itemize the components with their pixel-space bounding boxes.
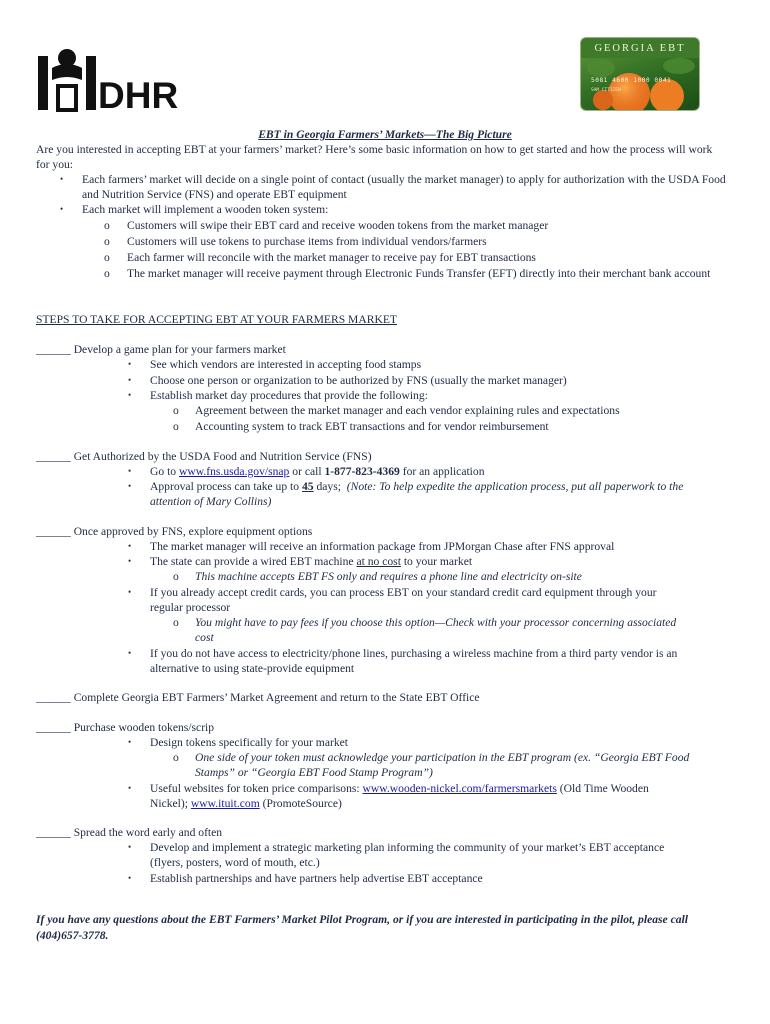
step-1-bullet: Establish market day procedures that provide the following: <box>150 389 428 402</box>
dhr-emblem-icon <box>36 46 98 116</box>
bullet-dot: • <box>128 541 132 551</box>
step-3-bullet: If you already accept credit cards, you can process EBT on your standard credit card equipment through your <box>150 586 657 599</box>
step-3-sub: This machine accepts EBT FS only and requires a phone line and electricity on-site <box>195 570 582 583</box>
step-1-sub: Accounting system to track EBT transactions and for vendor reimbursement <box>195 420 549 433</box>
step-2-note: attention of Mary Collins) <box>150 495 272 508</box>
approval-days: 45 <box>301 480 314 493</box>
step-6-line: ______ Spread the word early and often <box>36 826 223 839</box>
sub-bullet: o <box>173 751 179 764</box>
sub-bullet: o <box>104 267 110 280</box>
bullet-dot: • <box>128 375 132 385</box>
bullet-dot: • <box>128 481 132 491</box>
step-3-bullet: The state can provide a wired EBT machine at no cost to your market <box>150 555 473 568</box>
step-3-bullet-cont: alternative to using state-provide equipment <box>150 662 355 675</box>
step-6-bullet: Establish partnerships and have partners help advertise EBT acceptance <box>150 872 483 885</box>
sub-bullet: o <box>104 219 110 232</box>
step-2-bullet: Approval process can take up to 45 days; (Note: To help expedite the application process, put all paperwork to the <box>150 480 684 493</box>
token-point: The market manager will receive payment through Electronic Funds Transfer (EFT) directly into their merchant bank account <box>127 267 711 280</box>
intro-bullet: Each market will implement a wooden token system: <box>82 203 329 216</box>
step-4-line: ______ Complete Georgia EBT Farmers’ Market Agreement and return to the State EBT Office <box>36 691 480 704</box>
token-point: Customers will swipe their EBT card and receive wooden tokens from the market manager <box>127 219 549 232</box>
sub-bullet: o <box>104 235 110 248</box>
token-point: Customers will use tokens to purchase items from individual vendors/farmers <box>127 235 487 248</box>
sub-bullet: o <box>173 616 179 629</box>
step-1-line: ______ Develop a game plan for your farmers market <box>36 343 286 356</box>
bullet-dot: • <box>128 648 132 658</box>
bullet-dot: • <box>60 204 64 214</box>
fns-snap-link[interactable]: www.fns.usda.gov/snap <box>179 465 290 478</box>
sub-bullet: o <box>173 404 179 417</box>
step-3-bullet-cont: regular processor <box>150 601 231 614</box>
step-5-bullet: Useful websites for token price comparisons: www.wooden-nickel.com/farmersmarkets (Old Time Wooden <box>150 782 649 795</box>
step-3-sub-cont: cost <box>195 631 214 644</box>
steps-heading: STEPS TO TAKE FOR ACCEPTING EBT AT YOUR FARMERS MARKET <box>36 313 398 326</box>
step-6-bullet-cont: (flyers, posters, word of mouth, etc.) <box>150 856 320 869</box>
step-5-bullet-cont: Nickel); www.ituit.com (PromoteSource) <box>150 797 342 810</box>
dhr-logo-text: DHR <box>98 75 179 116</box>
step-6-bullet: Develop and implement a strategic marketing plan informing the community of your market’s EBT acceptance <box>150 841 665 854</box>
bullet-dot: • <box>128 842 132 852</box>
sub-bullet: o <box>173 420 179 433</box>
page-title: EBT in Georgia Farmers’ Markets—The Big Picture <box>258 128 512 141</box>
step-2-line: ______ Get Authorized by the USDA Food and Nutrition Service (FNS) <box>36 450 372 463</box>
step-1-bullet: See which vendors are interested in accepting food stamps <box>150 358 422 371</box>
step-2-bullet: Go to www.fns.usda.gov/snap or call 1-877-823-4369 for an application <box>150 465 485 478</box>
step-5-bullet: Design tokens specifically for your market <box>150 736 348 749</box>
contact-footer: If you have any questions about the EBT Farmers’ Market Pilot Program, or if you are interested in participating in the pilot, please call (404)657-3778. <box>36 913 688 942</box>
bullet-dot: • <box>128 783 132 793</box>
sub-bullet: o <box>104 251 110 264</box>
step-1-sub: Agreement between the market manager and each vendor explaining rules and expectations <box>195 404 620 417</box>
fns-phone: 1-877-823-4369 <box>324 465 400 478</box>
step-5-sub-cont: Stamps” or “Georgia EBT Food Stamp Program”) <box>195 766 433 779</box>
bullet-dot: • <box>128 556 132 566</box>
card-holder-name: SAM CITIZEN <box>591 88 621 93</box>
step-5-sub: One side of your token must acknowledge your participation in the EBT program (ex. “Georgia EBT Food <box>195 751 690 764</box>
bullet-dot: • <box>60 174 64 184</box>
bullet-dot: • <box>128 737 132 747</box>
card-title: GEORGIA EBT <box>594 43 686 54</box>
bullet-dot: • <box>128 390 132 400</box>
intro-paragraph: Are you interested in accepting EBT at your farmers’ market? Here’s some basic information on how to get started and how the process will work for you: <box>36 143 713 172</box>
step-3-bullet: The market manager will receive an information package from JPMorgan Chase after FNS approval <box>150 540 615 553</box>
georgia-ebt-card-image <box>581 38 699 110</box>
bullet-dot: • <box>128 587 132 597</box>
token-point: Each farmer will reconcile with the market manager to receive pay for EBT transactions <box>127 251 536 264</box>
step-3-line: ______ Once approved by FNS, explore equipment options <box>36 525 313 538</box>
intro-bullet: Each farmers’ market will decide on a single point of contact (usually the market manager) to apply for authorization with the USDA Food and Nutrition Service (FNS) and operate EBT equipment <box>82 173 726 202</box>
bullet-dot: • <box>128 466 132 476</box>
card-number: 5081 4600 1000 0041 <box>591 77 672 84</box>
ituit-link[interactable]: www.ituit.com <box>190 797 260 810</box>
step-3-sub: You might have to pay fees if you choose this option—Check with your processor concerning associated <box>195 616 677 629</box>
bullet-dot: • <box>128 873 132 883</box>
wooden-nickel-link[interactable]: www.wooden-nickel.com/farmersmarkets <box>362 782 557 795</box>
step-5-line: ______ Purchase wooden tokens/scrip <box>36 721 215 734</box>
sub-bullet: o <box>173 570 179 583</box>
step-1-bullet: Choose one person or organization to be authorized by FNS (usually the market manager) <box>150 374 567 387</box>
step-3-bullet: If you do not have access to electricity/phone lines, purchasing a wireless machine from a third party vendor is an <box>150 647 678 660</box>
bullet-dot: • <box>128 359 132 369</box>
